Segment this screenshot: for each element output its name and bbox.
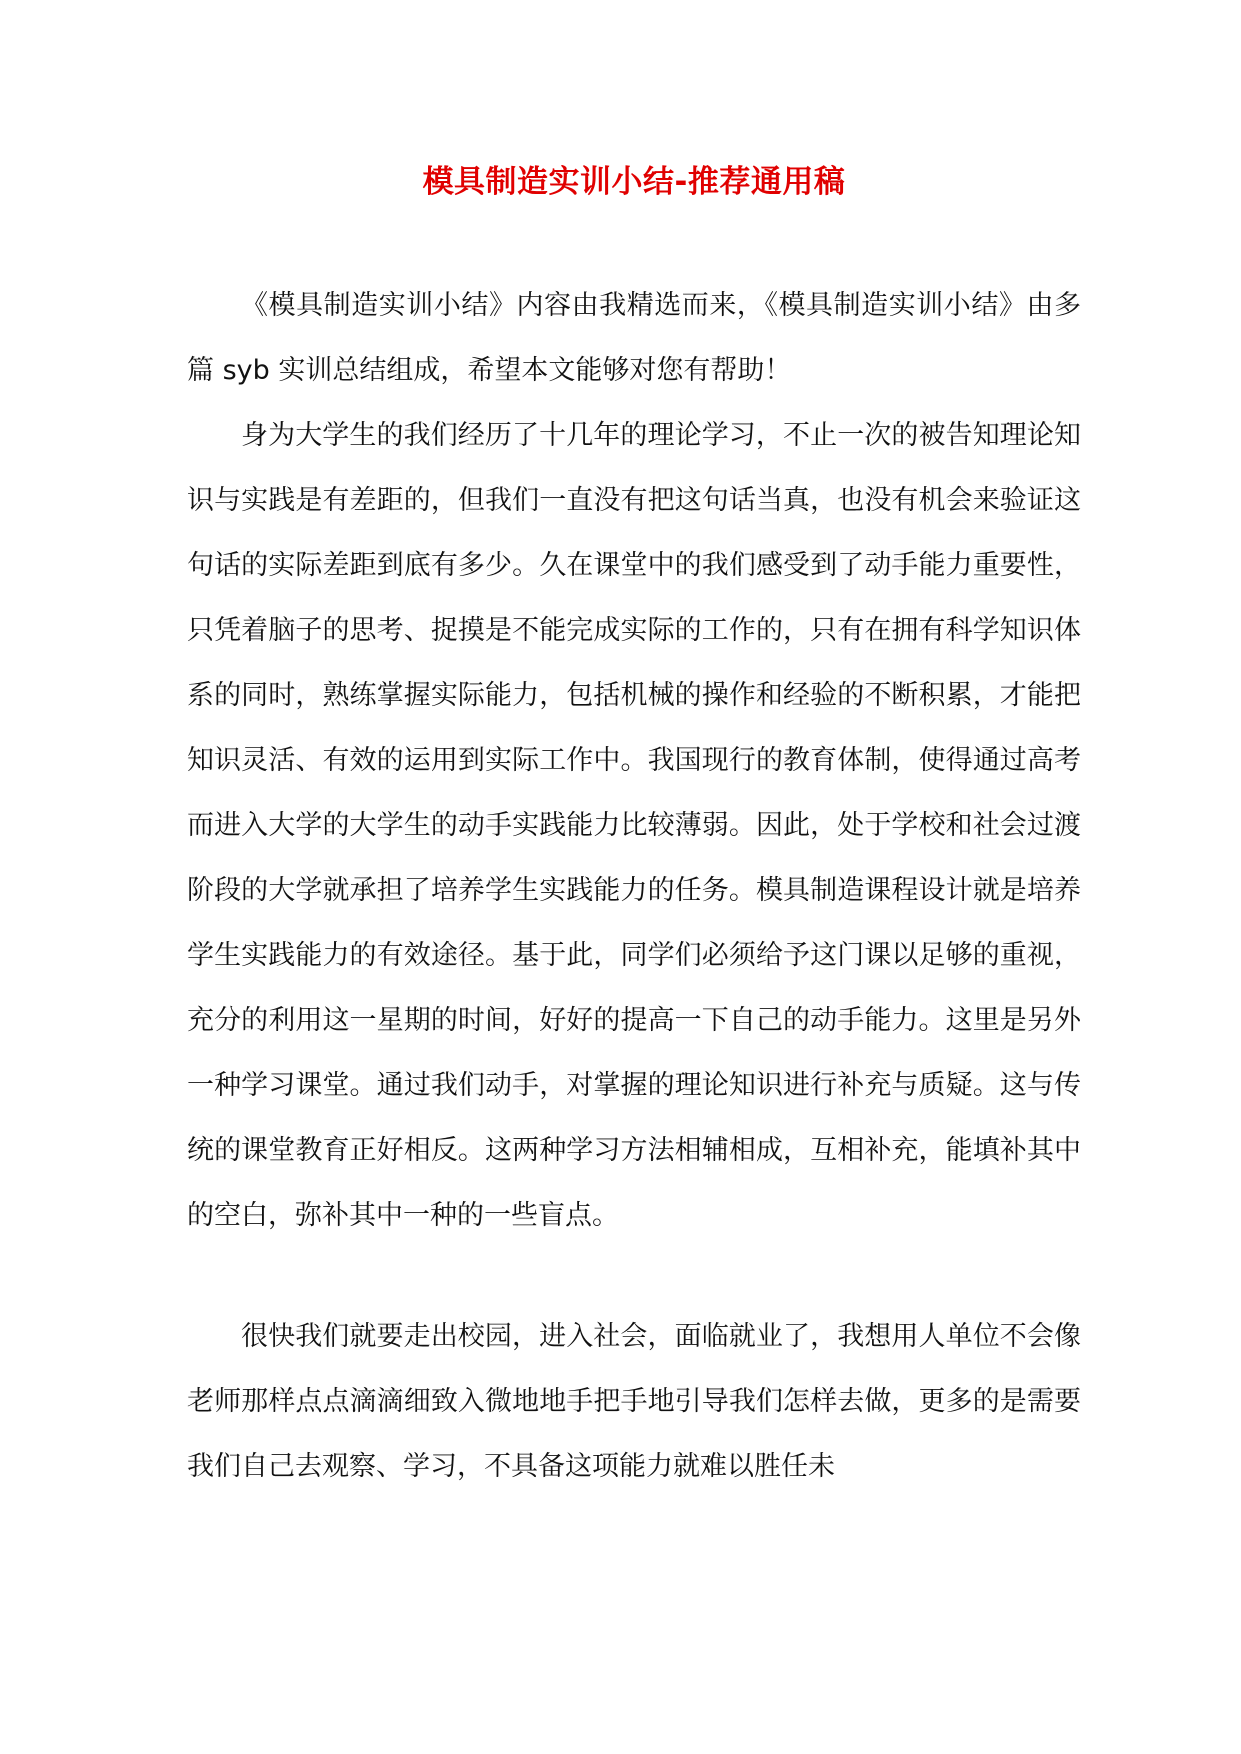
- paragraph-spacer: [187, 1248, 1081, 1304]
- intro-paragraph: 《模具制造实训小结》内容由我精选而来，《模具制造实训小结》由多篇 syb 实训总结组成，希望本文能够对您有帮助！: [187, 290, 1081, 386]
- body-paragraph-2: 很快我们就要走出校园，进入社会，面临就业了，我想用人单位不会像老师那样点点滴滴细致入微地地手把手地引导我们怎样去做，更多的是需要我们自己去观察、学习，不具备这项能力就难以胜任未: [187, 1321, 1081, 1482]
- body-paragraph-1: 身为大学生的我们经历了十几年的理论学习，不止一次的被告知理论知识与实践是有差距的，但我们一直没有把这句话当真，也没有机会来验证这句话的实际差距到底有多少。久在课堂中的我们感受到了动手能力重要性，只凭着脑子的思考、捉摸是不能完成实际的工作的，只有在拥有科学知识体系的同时，熟练掌握实际能力，包括机械的操作和经验的不断积累，才能把知识灵活、有效的运用到实际工作中。我国现行的教育体制，使得通过高考而进入大学的大学生的动手实践能力比较薄弱。因此，处于学校和社会过渡阶段的大学就承担了培养学生实践能力的任务。模具制造课程设计就是培养学生实践能力的有效途径。基于此，同学们必须给予这门课以足够的重视，充分的利用这一星期的时间，好好的提高一下自己的动手能力。这里是另外一种学习课堂。通过我们动手，对掌握的理论知识进行补充与质疑。这与传统的课堂教育正好相反。这两种学习方法相辅相成，互相补充，能填补其中的空白，弥补其中一种的一些盲点。: [187, 420, 1081, 1231]
- document-title: 模具制造实训小结-推荐通用稿: [422, 164, 846, 200]
